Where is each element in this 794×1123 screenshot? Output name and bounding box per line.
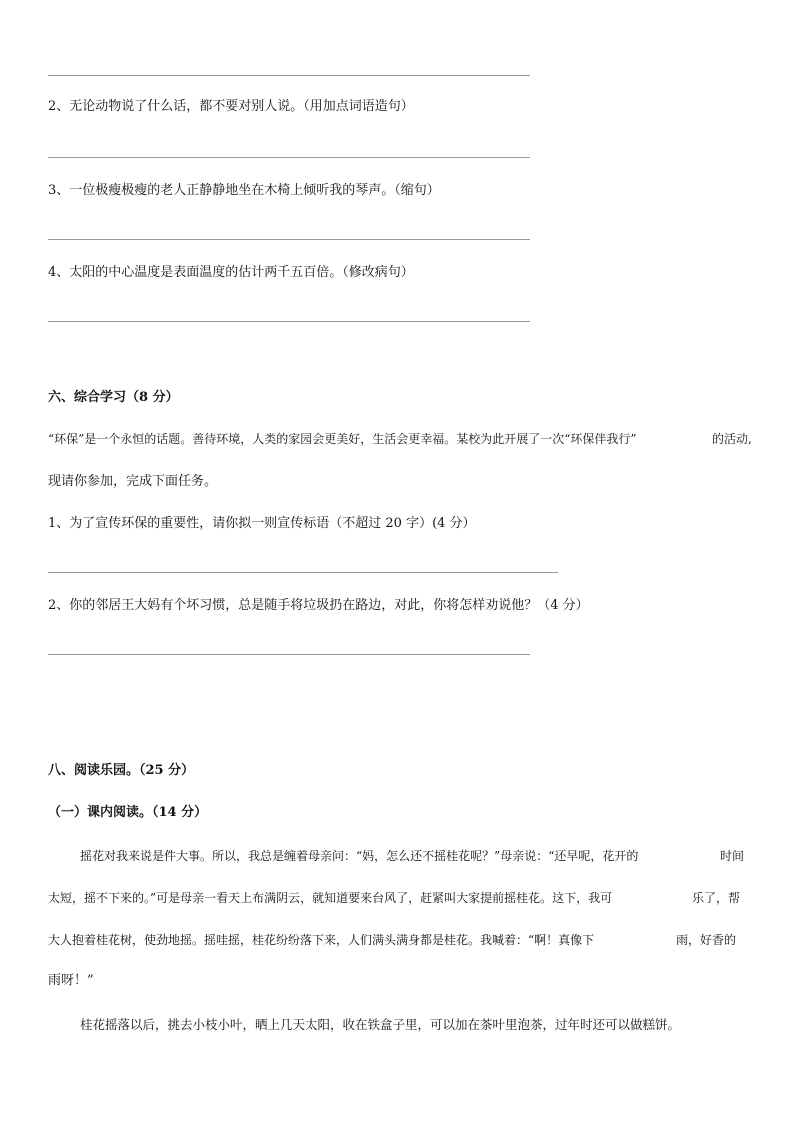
passage-line-1a: 摇花对我来说是件大事。所以，我总是缠着母亲问：“妈，怎么还不摇桂花呢？”母亲说：“还早呢，花开的	[80, 849, 639, 863]
passage-line-4: 雨呀！”	[48, 973, 94, 988]
answer-line-4	[48, 321, 530, 322]
section-8-heading: 八、阅读乐园。（25 分）	[48, 763, 195, 778]
section-6-intro-line2: 现请你参加，完成下面任务。	[48, 474, 218, 489]
passage-paragraph-2: 桂花摇落以后，挑去小枝小叶，晒上几天太阳，收在铁盒子里，可以加在茶叶里泡茶，过年时还可以做糕饼。	[80, 1017, 681, 1032]
section-6-intro-line1a: “环保”是一个永恒的话题。善待环境，人类的家园会更美好，生活会更幸福。某校为此开展了一次“环保伴我行”	[48, 432, 637, 446]
question-5-2: 2、无论动物说了什么话，都不要对别人说。（用加点词语造句）	[48, 99, 414, 114]
section-8-sub-heading: （一）课内阅读。（14 分）	[48, 805, 208, 820]
passage-line-3a: 大人抱着桂花树，使劲地摇。摇哇摇，桂花纷纷落下来，人们满头满身都是桂花。我喊着：“啊！真像下	[48, 933, 595, 947]
answer-line-6-2	[48, 654, 530, 655]
answer-line-6-1	[48, 572, 558, 573]
section-6-heading: 六、综合学习（8 分）	[48, 390, 179, 405]
passage-line-3b: 雨，好香的	[676, 933, 737, 947]
passage-line-2a: 太短，摇不下来的。”可是母亲一看天上布满阴云，就知道要来台风了，赶紧叫大家提前摇桂花。这下，我可	[48, 891, 613, 905]
passage-line-2b: 乐了，帮	[692, 891, 741, 905]
question-5-4: 4、太阳的中心温度是表面温度的估计两千五百倍。（修改病句）	[48, 265, 414, 280]
section-6-intro-line1b: 的活动,	[712, 432, 752, 446]
question-5-3: 3、一位极瘦极瘦的老人正静静地坐在木椅上倾听我的琴声。（缩句）	[48, 183, 440, 198]
answer-line-1	[48, 75, 530, 76]
question-6-1: 1、为了宣传环保的重要性，请你拟一则宣传标语（不超过 20 字）(4 分）	[48, 516, 476, 531]
question-6-2: 2、你的邻居王大妈有个坏习惯，总是随手将垃圾扔在路边，对此，你将怎样劝说他？（4 分）	[48, 598, 589, 613]
passage-line-1b: 时间	[720, 849, 745, 863]
answer-line-3	[48, 239, 530, 240]
answer-line-2	[48, 157, 530, 158]
